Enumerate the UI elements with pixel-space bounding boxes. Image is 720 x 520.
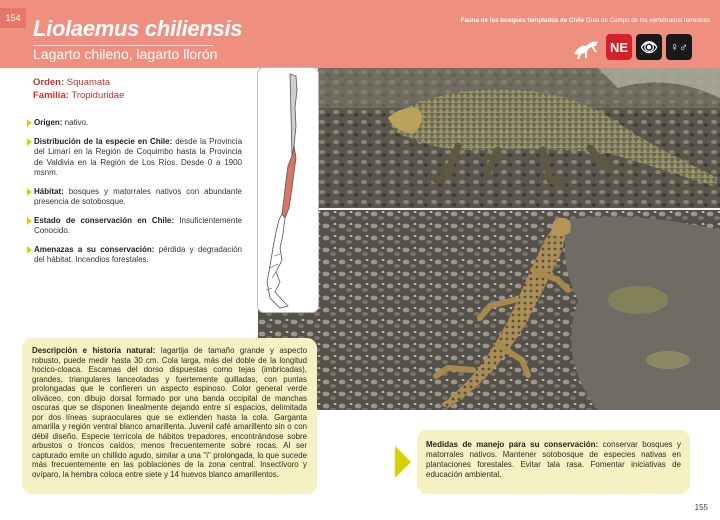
management-arrow-icon (395, 446, 411, 478)
fact-text: desde la Provincia del Limarí en la Región de Coquimbo hasta la Provincia de Valdivia en la Región de Los Ríos. Desde 0 a 1900 msnm. (34, 136, 243, 177)
description-box (22, 338, 317, 494)
fact-text: pérdida y degradación del hábitat. Incendios forestales. (34, 244, 242, 264)
fact-threats (27, 245, 242, 266)
family-value: Tropiduridae (71, 90, 125, 101)
management-label: Medidas de manejo para su conservación: (426, 440, 599, 449)
status-icons (570, 34, 692, 60)
management-text: conservar bosques y matorrales nativos. Mantener sotobosque de especies nativas en plantaciones forestales. Evitar tala rasa. Fomentar iniciativas de educación ambiental. (426, 440, 681, 479)
lizard-photo-adult (318, 68, 720, 208)
fact-distribution (27, 137, 242, 179)
species-title: Liolaemus chiliensis (33, 16, 243, 41)
lizard-photo-juvenile (258, 210, 720, 410)
page-number-left: 154 (0, 8, 26, 28)
family-row (33, 89, 124, 102)
book-title (461, 17, 710, 24)
order-value: Squamata (66, 77, 111, 88)
description-text: lagartija de tamaño grande y aspecto robusto, puede medir hasta 30 cm. Cola larga, más del doble de la longitud hocico-cloaca. Escamas del dorso dispuestas como tejas (imbricadas), grandes, triangulares lanceoladas y fuertemente quilladas, con puntas prolongadas que le confieren un aspecto espinoso. Color general verde oliváceo, con dibujo dorsal formado por una banda occipital de manchas oscuras que se disponen linealmente dejando entre sí espacios, delimitada por dos líneas supraoculares que se extienden hasta la cola. Garganta amarilla y región ventral blanco amarillenta. Juvenil café amarillento sin o con débil diseño. Especie terrícola de hábitos trepadores, encontrándose sobre arbustos o troncos caídos, menos frecuentemente sobre rocas. Al ser capturado emite un chillido agudo, similar a una "i" prolongada, lo que sucede más frecuentemente en las poblaciones de la zona central. Insectívoro y ovíparo, la hembra coloca entre siete y 14 huevos blanco amarillentos. (32, 346, 307, 479)
page-header (0, 0, 720, 68)
fact-habitat (27, 187, 242, 208)
fact-label: Distribución de la especie en Chile: (34, 136, 173, 146)
fact-text: Insuficientemente Conocido. (34, 215, 242, 235)
fact-conservation-status (27, 216, 242, 237)
common-names: Lagarto chileno, lagarto llorón (33, 46, 218, 62)
fact-list (27, 118, 242, 274)
chile-map (258, 68, 318, 312)
ne-badge: NE (606, 34, 632, 60)
fact-text: nativo. (62, 118, 89, 127)
fact-origin (27, 118, 242, 129)
fact-label: Hábitat: (34, 186, 64, 196)
description-label: Descripción e historia natural: (32, 346, 156, 355)
lizard-hand-icon (570, 34, 602, 60)
fact-label: Estado de conservación en Chile: (34, 215, 175, 225)
fact-label: Amenazas a su conservación: (34, 244, 155, 254)
sex-symbols-icon: ♀♂ (666, 34, 692, 60)
book-title-rest: Guía de Campo de los vertebrados terrestres (584, 17, 710, 24)
order-label: Orden: (33, 77, 65, 88)
lizard-photo-adult-art (318, 68, 720, 208)
taxonomy (33, 76, 124, 102)
management-box (417, 430, 690, 494)
order-row (33, 76, 124, 89)
fact-label: Origen: (34, 118, 63, 127)
fact-text: bosques y matorrales nativos con abundante presencia de sotobosque. (34, 186, 242, 206)
eye-icon: 👁 (636, 34, 662, 60)
distribution-map (258, 68, 318, 312)
book-title-bold: Fauna de los bosques templados de Chile (460, 17, 585, 24)
family-label: Familia: (33, 90, 69, 101)
lizard-photo-juvenile-art (258, 210, 720, 410)
page-number-right: 155 (694, 503, 708, 512)
